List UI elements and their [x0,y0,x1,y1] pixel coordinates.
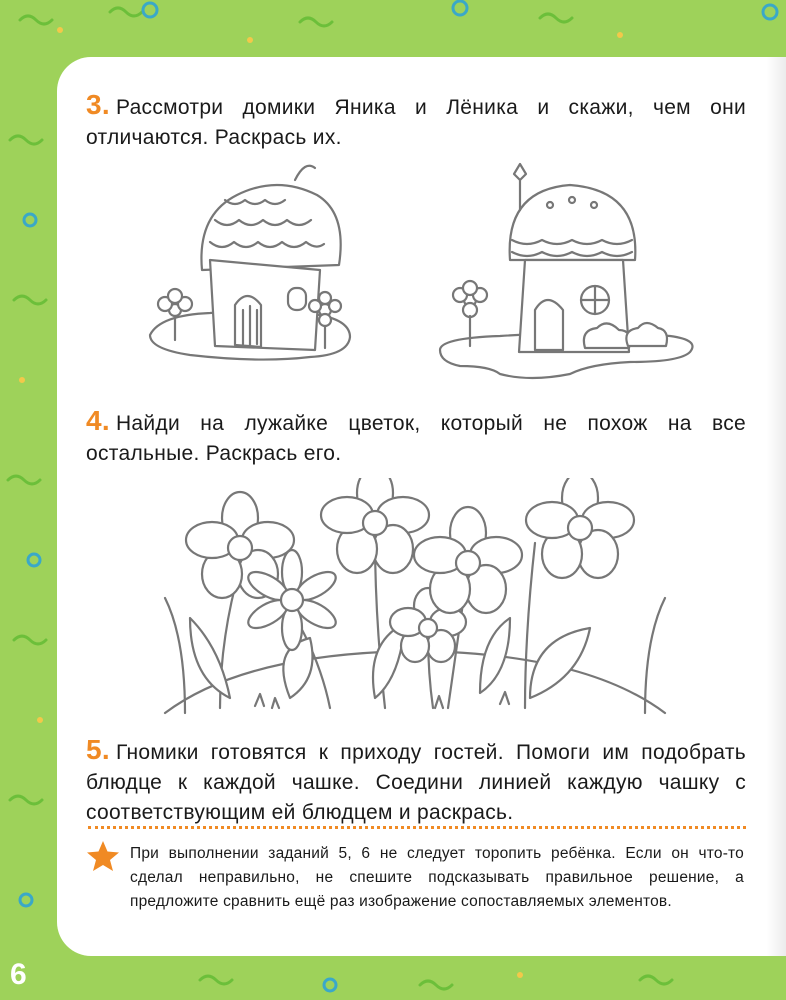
dotted-divider [88,826,746,829]
task-text: Рассмотри домики Яника и Лёника и скажи, чем они отличаются. Раскрась их. [86,96,746,149]
parent-note: При выполнении заданий 5, 6 не следует торопить ребёнка. Если он что-то сделал неправильно, не спешите подсказывать правильное решение, а предложите сравнить ещё раз изображение сопоставляемых элементов. [130,845,744,910]
task-number: 5. [86,734,110,765]
task-number: 3. [86,89,110,120]
flowers-illustration [160,478,670,723]
task-text: Гномики готовятся к приходу гостей. Помоги им подобрать блюдце к каждой чашке. Соедини линией каждую чашку с соответствующим ей блюдцем и раскрась. [86,741,746,824]
task-5 [86,735,746,828]
page-shade [766,57,786,956]
page-number: 6 [10,958,27,991]
star-icon [86,840,120,872]
task-4 [86,406,746,469]
houses-illustration [140,160,700,390]
task-text: Найди на лужайке цветок, который не похож на все остальные. Раскрась его. [86,412,746,465]
task-3 [86,90,746,153]
task-number: 4. [86,405,110,436]
